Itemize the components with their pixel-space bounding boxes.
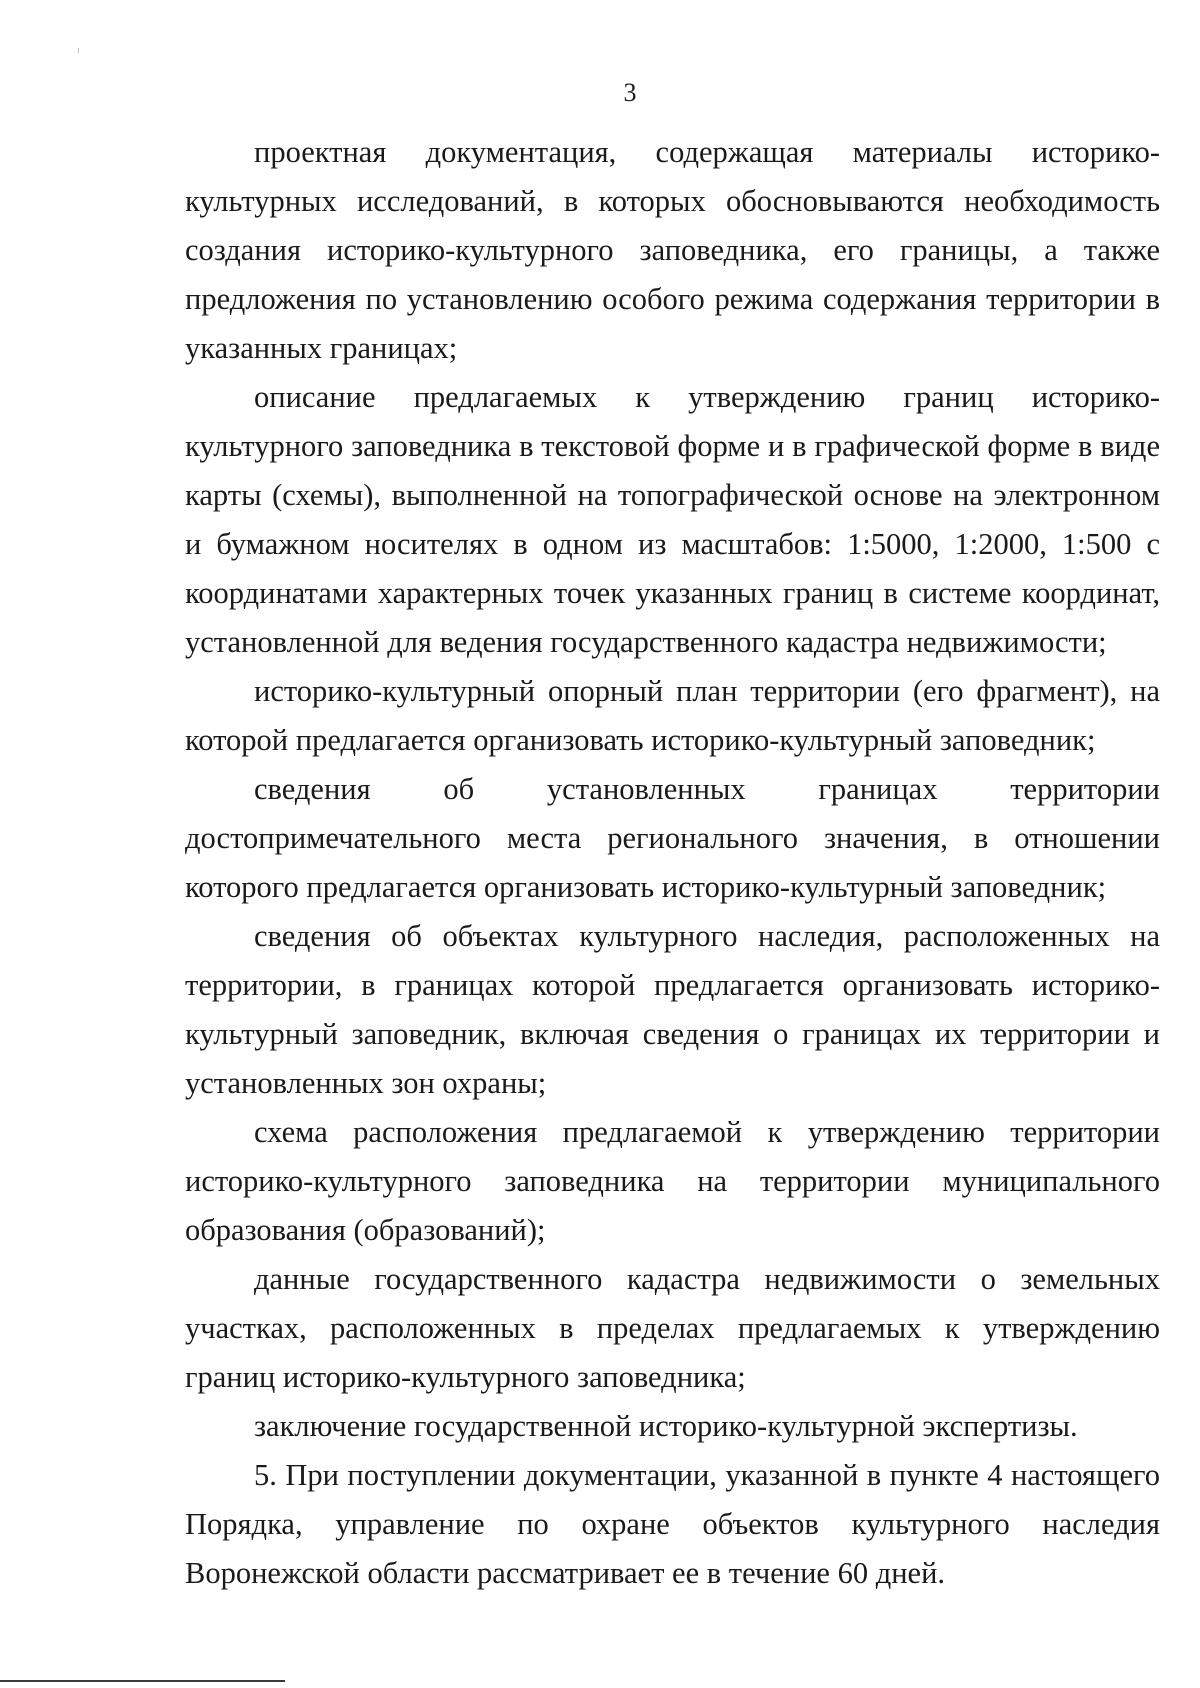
paragraph-heritage-objects: сведения об объектах культурного наследия, расположенных на территории, в границах которой предлагается организовать историко-культурный заповедник, включая сведения о границах их территории и установленных зон охраны;	[185, 919, 1160, 1100]
footer-divider	[0, 1680, 285, 1682]
page-number: 3	[623, 78, 637, 107]
scan-mark	[78, 48, 79, 53]
paragraph-boundary-description: описание предлагаемых к утверждению границ историко-культурного заповедника в текстовой форме и в графической форме в виде карты (схемы), выполненной на топографической основе на электронном и бумажном носителях в одном из масштабов: 1:5000, 1:2000, 1:500 с координатами характерных точек указанных границ в системе координат, установленной для ведения государственного кадастра недвижимости;	[185, 380, 1160, 659]
paragraph-landmark-boundaries: сведения об установленных границах территории достопримечательного места регионального значения, в отношении которого предлагается организовать историко-культурный заповедник;	[185, 772, 1160, 904]
paragraph-reference-plan: историко-культурный опорный план территории (его фрагмент), на которой предлагается организовать историко-культурный заповедник;	[185, 674, 1160, 757]
paragraph-cadastre-data: данные государственного кадастра недвижимости о земельных участках, расположенных в пределах предлагаемых к утверждению границ историко-культурного заповедника;	[185, 1262, 1160, 1394]
paragraph-project-documentation: проектная документация, содержащая материалы историко-культурных исследований, в которых обосновываются необходимость создания историко-культурного заповедника, его границы, а также предложения по установлению особого режима содержания территории в указанных границах;	[185, 135, 1160, 365]
document-body	[185, 128, 1160, 1598]
paragraph-expertise: заключение государственной историко-культурной экспертизы.	[254, 1409, 1078, 1443]
paragraph-location-scheme: схема расположения предлагаемой к утверждению территории историко-культурного заповедника на территории муниципального образования (образований);	[185, 1115, 1160, 1247]
paragraph-item-5: 5. При поступлении документации, указанной в пункте 4 настоящего Порядка, управление по охране объектов культурного наследия Воронежской области рассматривает ее в течение 60 дней.	[185, 1458, 1160, 1590]
